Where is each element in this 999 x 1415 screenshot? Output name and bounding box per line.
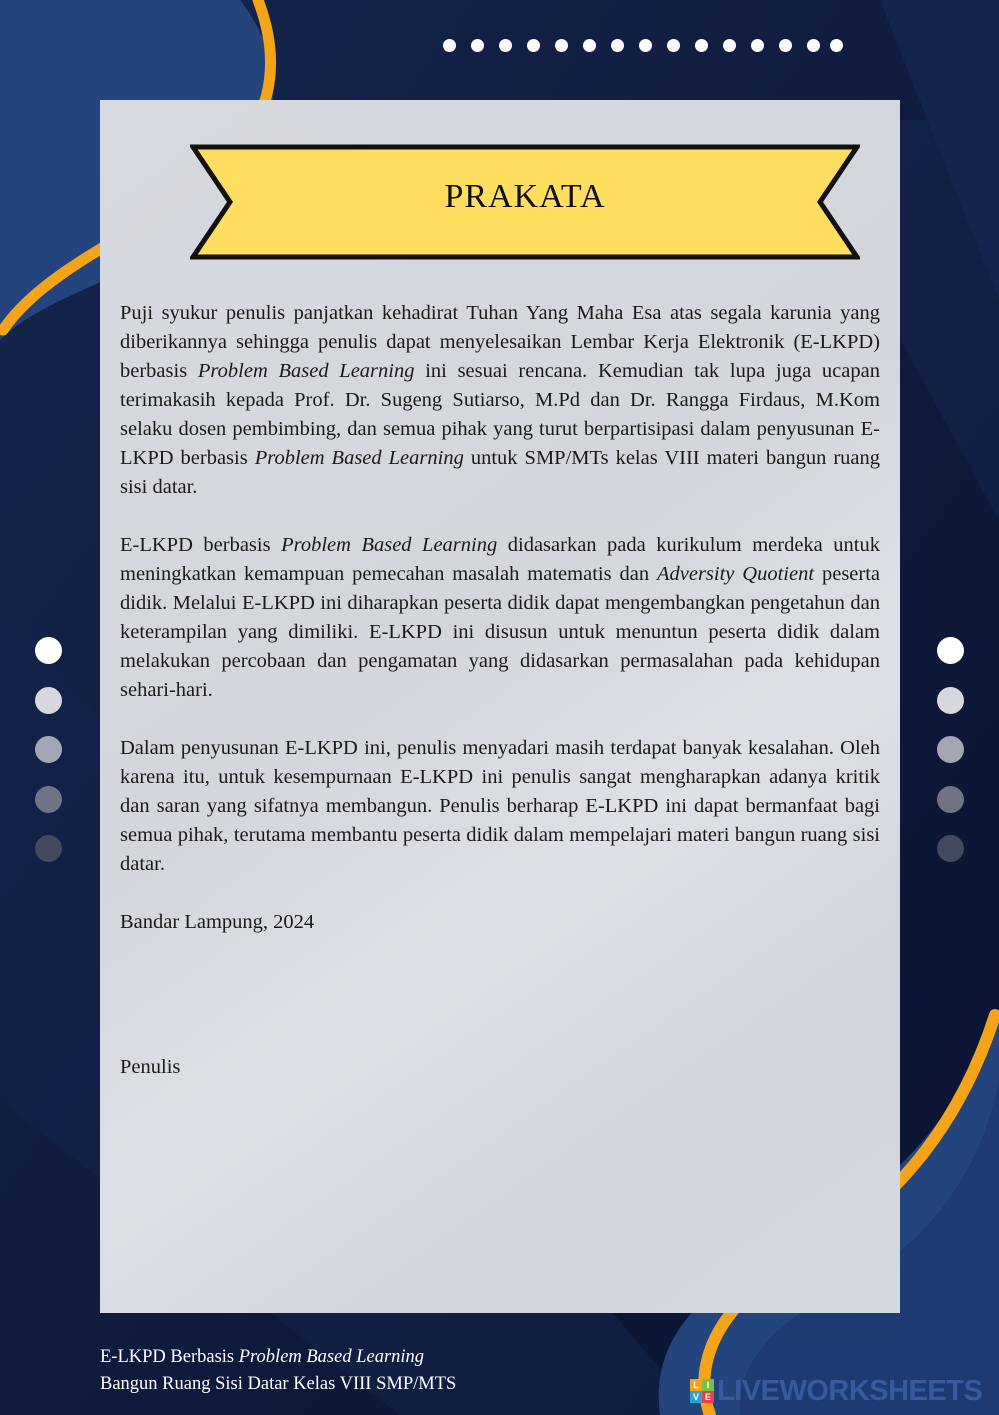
text-run: Dalam penyusunan E-LKPD ini, penulis menyadari masih terdapat banyak kesalahan. Oleh karena itu, untuk kesempurnaan E-LKPD ini penulis sangat mengharapkan adanya kritik dan saran yang sifatnya membangun. Penulis berharap E-LKPD ini dapat bermanfaat bagi semua pihak, terutama membantu peserta didik dalam mempelajari materi bangun ruang sisi datar. [120, 737, 880, 875]
text-run: didasarkan pada kurikulum merdeka untuk meningkatkan kemampuan pemecahan masalah matematis dan [120, 534, 880, 585]
decorative-dot [830, 39, 843, 52]
decorative-dot [937, 786, 964, 813]
decorative-dot [499, 39, 512, 52]
logo-letter: I [702, 1379, 714, 1391]
text-run: E-LKPD berbasis [120, 534, 282, 556]
decorative-dot [667, 39, 680, 52]
text-run: ini sesuai rencana. Kemudian tak lupa juga ucapan terimakasih kepada Prof. Dr. Sugeng Sutiarso, M.Pd dan Dr. Rangga Firdaus, M.Kom selaku dosen pembimbing, dan semua pihak yang turut berpartisipasi dalam penyusunan E-LKPD berbasis [120, 360, 880, 469]
footer-line-2: Bangun Ruang Sisi Datar Kelas VIII SMP/MTS [100, 1374, 457, 1394]
top-dot-row [443, 39, 843, 53]
signature-label: Penulis [120, 1056, 181, 1078]
decorative-dot [35, 786, 62, 813]
text-run: peserta didik. Melalui E-LKPD ini diharapkan peserta didik dapat mengembangkan pengetahun dan keterampilan yang dimiliki. E-LKPD ini disusun untuk menuntun peserta didik dalam melakukan percobaan dan pengamatan yang didasarkan permasalahan pada kehidupan sehari-hari. [120, 563, 881, 701]
decorative-dot [555, 39, 568, 52]
footer-prefix: E-LKPD Berbasis [100, 1347, 239, 1367]
decorative-dot [471, 39, 484, 52]
decorative-dot [583, 39, 596, 52]
text-run: Puji syukur penulis panjatkan kehadirat Tuhan Yang Maha Esa atas segala karunia yang diberikannya sehingga penulis dapat menyelesaikan Lembar Kerja Elektronik (E-LKPD) berbasis [120, 302, 880, 382]
decorative-dot [937, 687, 964, 714]
decorative-dot [723, 39, 736, 52]
preface-body [120, 299, 880, 1082]
watermark-text: LIVEWORKSHEETS [717, 1374, 983, 1407]
italic-term: Problem Based Learning [254, 447, 464, 469]
italic-term: Problem Based Learning [281, 534, 498, 556]
footer-line-1 [100, 1344, 456, 1371]
decorative-dot [35, 637, 62, 664]
decorative-dot [937, 637, 964, 664]
decorative-dot [807, 39, 820, 52]
decorative-dot [695, 39, 708, 52]
decorative-dot [779, 39, 792, 52]
decorative-dot [611, 39, 624, 52]
logo-letter: E [702, 1391, 714, 1403]
logo-letter: V [690, 1391, 702, 1403]
decorative-dot [751, 39, 764, 52]
footer [100, 1344, 456, 1398]
decorative-dot [527, 39, 540, 52]
decorative-dot [639, 39, 652, 52]
page-title: PRAKATA [444, 178, 606, 215]
decorative-dot [35, 687, 62, 714]
logo-letter: L [690, 1379, 702, 1391]
decorative-dot [35, 736, 62, 763]
decorative-dot [35, 835, 62, 862]
preface-paragraph [120, 734, 880, 879]
footer-italic: Problem Based Learning [238, 1347, 425, 1367]
liveworksheets-watermark[interactable] [690, 1374, 982, 1408]
text-run: untuk SMP/MTs kelas VIII materi bangun ruang sisi datar. [120, 447, 880, 498]
decorative-dot [937, 736, 964, 763]
decorative-dot [443, 39, 456, 52]
italic-term: Adversity Quotient [656, 563, 815, 585]
place-date: Bandar Lampung, 2024 [120, 911, 315, 933]
liveworksheets-logo-icon [690, 1379, 714, 1403]
preface-paragraph [120, 299, 880, 502]
preface-paragraph [120, 531, 880, 705]
italic-term: Problem Based Learning [197, 360, 415, 382]
decorative-dot [937, 835, 964, 862]
